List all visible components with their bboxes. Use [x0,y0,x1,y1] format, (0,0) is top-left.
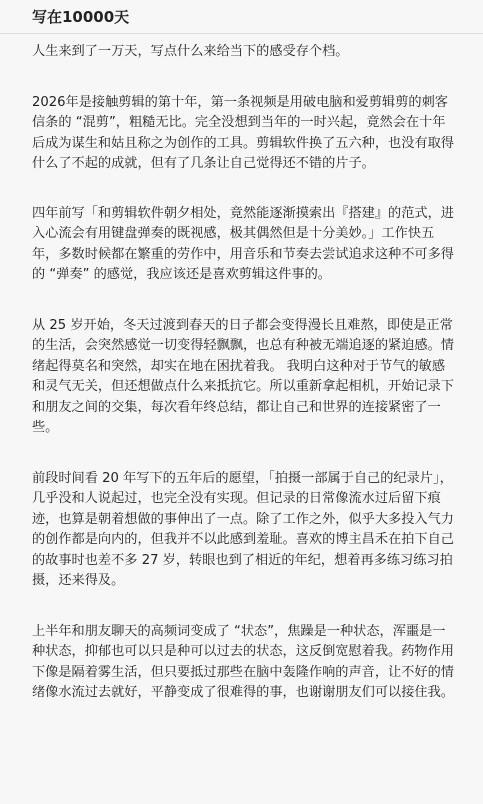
document-body [32,42,458,704]
title-bar [0,0,483,34]
paragraph-6: 上半年和朋友聊天的高频词变成了 “状态”，焦躁是一种状态，浑噩是一种状态，抑郁也可以只是种可以过去的状态，这反倒宽慰着我。药物作用下像是隔着雾生活，但只要抵过那些在脑中轰隆作响的声音，让不好的情绪像水流过去就好，平静变成了很难得的事，也谢谢朋友们可以接住我。 [32,623,454,700]
paragraph-4: 从 25 岁开始，冬天过渡到春天的日子都会变得漫长且难熬，即使是正常的生活，会突然感觉一切变得轻飘飘，也总有种被无端追逐的紧迫感。情绪起得莫名和突然，却实在地在困扰着我。 我明白这种对于节气的敏感和灵气无关，但还想做点什么来抵抗它。所以重新拿起相机，开始记录下和朋友之间的交集，每次看年终总结，都让自己和世界的连接紧密了一些。 [32,317,454,435]
paragraph-2: 2026年是接触剪辑的第十年，第一条视频是用破电脑和爱剪辑剪的刺客信条的 “混剪”，粗糙无比。完全没想到当年的一时兴起，竟然会在十年后成为谋生和姑且称之为创作的工具。剪辑软件换了五六种，也没有取得什么了不起的成就，但有了几条让自己觉得还不错的片子。 [32,94,454,171]
paragraph-3: 四年前写「和剪辑软件朝夕相处，竟然能逐渐摸索出『搭建』的范式，进入心流会有用键盘弹奏的既视感，极其偶然但是十分美妙。」工作快五年，多数时候都在繁重的劳作中，用音乐和节奏去尝试追求这种不可多得的 “弹奏” 的感觉，我应该还是喜欢剪辑这件事的。 [32,205,454,282]
paragraph-5: 前段时间看 20 年写下的五年后的愿望，「拍摄一部属于自己的纪录片」，几乎没和人说起过，也完全没有实现。但记录的日常像流水过后留下痕迹，也算是朝着想做的事伸出了一点。除了工作之外，似乎大多投入气力的创作都是向内的，但我并不以此感到羞耻。喜欢的博主昌禾在拍下自己的故事时也差不多 27 岁，转眼也到了相近的年纪，想着再多练习练习拍摄，还来得及。 [32,470,454,588]
paragraph-1: 人生来到了一万天，写点什么来给当下的感受存个档。 [32,44,349,59]
document-title: 写在10000天 [32,8,130,26]
